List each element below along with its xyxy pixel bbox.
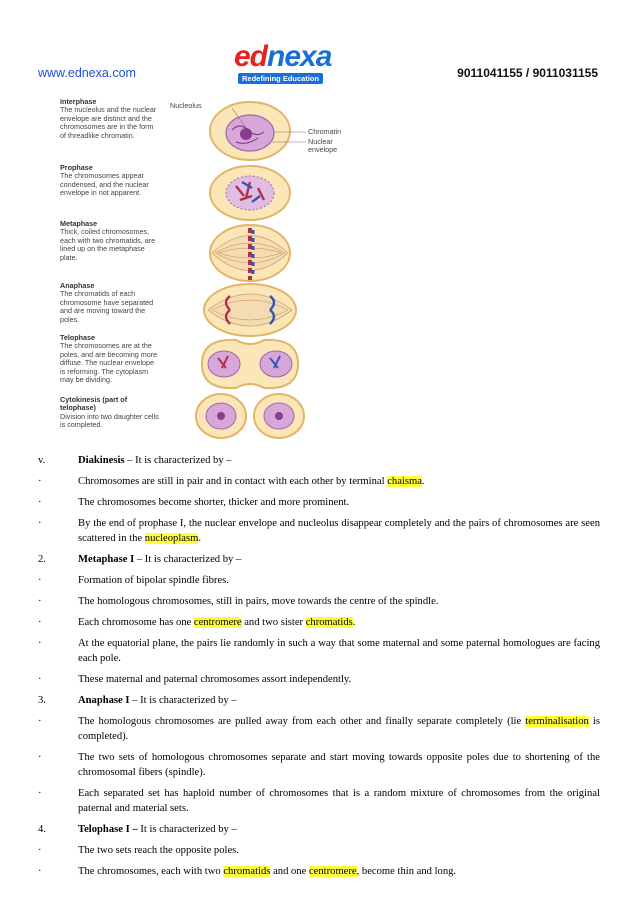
list-marker: ·	[38, 752, 42, 763]
text-segment: and two sister	[241, 617, 306, 628]
phase-description: Thick, coiled chromosomes, each with two chromatids, are lined up on the metaphase plate.	[60, 227, 156, 262]
content-row	[38, 453, 600, 468]
section-heading: Diakinesis	[78, 455, 125, 466]
content-row	[38, 714, 600, 744]
content-text	[78, 474, 600, 489]
content-row	[38, 516, 600, 546]
section-heading: Telophase I –	[78, 824, 138, 835]
highlighted-term: chaisma	[387, 476, 422, 487]
content-row	[38, 474, 600, 489]
text-segment: The homologous chromosomes are pulled away from each other and finally separate completely (lie	[78, 716, 526, 727]
website-link[interactable]: www.ednexa.com	[38, 66, 136, 80]
highlighted-term: chromatids	[305, 617, 353, 628]
phase-title: Telophase	[60, 333, 96, 342]
text-segment: Each separated set has haploid number of chromosomes that is a random mixture of chromosomes from the original paternal and material sets.	[78, 788, 600, 814]
text-segment: and one	[270, 866, 309, 877]
text-segment: Formation of bipolar spindle fibres.	[78, 575, 229, 586]
list-marker: 4.	[38, 824, 46, 835]
section-heading: Metaphase I	[78, 554, 135, 565]
list-marker: 3.	[38, 695, 46, 706]
list-marker: ·	[38, 518, 42, 529]
content-row	[38, 822, 600, 837]
highlighted-term: chromatids	[223, 866, 271, 877]
text-segment: By the end of prophase I, the nuclear envelope and nucleolus disappear completely and the pairs of chromosomes are seen scattered in the	[78, 518, 600, 544]
content-text	[78, 714, 600, 744]
phase-description: The chromosomes appear condensed, and the nuclear envelope in not apparent.	[60, 171, 149, 198]
phase-description: The nucleolus and the nuclear envelope are distinct and the chromosomes are in the form of threadlike chromatin.	[60, 105, 157, 140]
phase-title: Anaphase	[60, 281, 95, 290]
content-text	[78, 516, 600, 546]
content-text	[78, 750, 600, 780]
ednexa-logo	[232, 40, 342, 88]
phase-description: The chromatids of each chromosome have separated and are moving toward the poles.	[60, 289, 154, 324]
phone-numbers: 9011041155 / 9011031155	[457, 66, 598, 80]
logo-tagline: Redefining Education	[238, 73, 323, 84]
list-marker: ·	[38, 674, 42, 685]
telophase-cell-icon	[202, 340, 298, 388]
content-text	[78, 453, 600, 468]
list-marker: v.	[38, 455, 46, 466]
phase-title: Interphase	[60, 97, 97, 106]
text-segment: The two sets reach the opposite poles.	[78, 845, 239, 856]
list-marker: ·	[38, 845, 42, 856]
text-segment: These maternal and paternal chromosomes assort independently.	[78, 674, 352, 685]
logo-text-nexa: nexa	[267, 40, 332, 73]
list-marker: ·	[38, 788, 42, 799]
list-marker: ·	[38, 638, 42, 649]
highlighted-term: centromere	[308, 866, 357, 877]
content-row	[38, 636, 600, 666]
content-row	[38, 495, 600, 510]
text-segment: At the equatorial plane, the pairs lie randomly in such a way that some maternal and some paternal homologues are facing each pole.	[78, 638, 600, 664]
list-marker: ·	[38, 716, 42, 727]
list-marker: ·	[38, 497, 42, 508]
text-segment: .	[352, 617, 356, 628]
mitosis-diagram	[60, 98, 380, 443]
text-segment: , become thin and long.	[356, 866, 457, 877]
cell-illustrations	[60, 98, 380, 443]
list-marker: ·	[38, 617, 42, 628]
content-row	[38, 843, 600, 858]
phase-title: Prophase	[60, 163, 93, 172]
logo-text-ed: ed	[234, 40, 268, 73]
content-text	[78, 843, 600, 858]
highlighted-term: centromere	[193, 617, 242, 628]
content-row	[38, 594, 600, 609]
content-text	[78, 672, 600, 687]
text-segment: The chromosomes, each with two	[78, 866, 224, 877]
text-segment: .	[421, 476, 425, 487]
content-text	[78, 864, 600, 879]
content-text	[78, 615, 600, 630]
highlighted-term: terminalisation	[525, 716, 589, 727]
interphase-cell-icon	[210, 102, 306, 160]
text-segment: The two sets of homologous chromosomes separate and start moving towards opposite poles due to shortening of the chromosomal fibers (spindle).	[78, 752, 600, 778]
phase-description: Division into two daughter cells is completed.	[60, 411, 159, 430]
text-segment: The homologous chromosomes, still in pairs, move towards the centre of the spindle.	[78, 596, 439, 607]
content-text	[78, 822, 600, 837]
content-row	[38, 615, 600, 630]
content-row	[38, 750, 600, 780]
list-marker: ·	[38, 866, 42, 877]
list-marker: ·	[38, 596, 42, 607]
section-heading: Anaphase I	[78, 695, 130, 706]
cytokinesis-cell-icon	[196, 394, 304, 438]
content-text	[78, 495, 600, 510]
list-marker: 2.	[38, 554, 46, 565]
content-row	[38, 672, 600, 687]
phase-title: Metaphase	[60, 219, 98, 228]
content-row	[38, 786, 600, 816]
content-text	[78, 573, 600, 588]
content-row	[38, 864, 600, 879]
label-chromatin: Chromatin	[308, 127, 342, 136]
content-text	[78, 636, 600, 666]
content-row	[38, 573, 600, 588]
text-segment: – It is characterized by –	[124, 455, 232, 466]
content-text	[78, 786, 600, 816]
document-body	[38, 453, 600, 885]
text-segment: The chromosomes become shorter, thicker and more prominent.	[78, 497, 350, 508]
phase-title: Cytokinesis (part of telophase)	[60, 395, 128, 413]
phase-description: The chromosomes are at the poles, and are becoming more diffuse. The nuclear envelope is reforming. The cytoplasm may be dividing.	[60, 341, 158, 385]
content-text	[78, 594, 600, 609]
highlighted-term: nucleoplasm	[144, 533, 199, 544]
text-segment: – It is characterized by –	[134, 554, 242, 565]
anaphase-cell-icon	[204, 284, 296, 336]
list-marker: ·	[38, 476, 42, 487]
text-segment: Chromosomes are still in pair and in contact with each other by terminal	[78, 476, 388, 487]
text-segment: .	[198, 533, 201, 544]
content-row	[38, 693, 600, 708]
text-segment: is completed).	[78, 716, 600, 742]
text-segment: Each chromosome has one	[78, 617, 194, 628]
label-nucleolus: Nucleolus	[170, 101, 202, 110]
content-text	[78, 552, 600, 567]
prophase-cell-icon	[210, 166, 290, 220]
list-marker: ·	[38, 575, 42, 586]
metaphase-cell-icon	[210, 225, 290, 281]
text-segment: – It is characterized by –	[129, 695, 237, 706]
label-nuclear-envelope: Nuclear envelope	[308, 137, 338, 155]
content-row	[38, 552, 600, 567]
text-segment: It is characterized by –	[137, 824, 237, 835]
content-text	[78, 693, 600, 708]
